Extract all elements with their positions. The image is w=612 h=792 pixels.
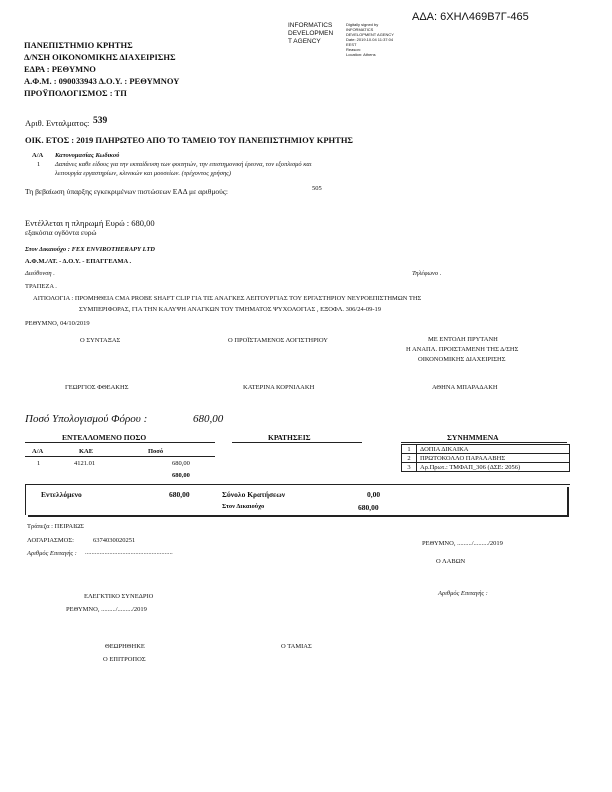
signature-line: EEST — [346, 42, 357, 47]
tax-amount-value: 680,00 — [193, 413, 224, 425]
accountant-title: Ο ΠΡΟΪΣΤΑΜΕΝΟΣ ΛΟΓΙΣΤΗΡΙΟΥ — [228, 337, 328, 344]
signature-line: Digitally signed by — [346, 22, 379, 27]
code-label: Κατονομασίας Κωδικού — [55, 152, 120, 159]
composer-name: ΓΕΩΡΓΙΟΣ ΦΘΕΑΚΗΣ — [65, 384, 129, 391]
rector-title-2: Η ΑΝΑΠΛ. ΠΡΟΙΣΤΑΜΕΝΗ ΤΗΣ Δ/ΣΗΣ — [406, 346, 519, 353]
item-number: 1 — [37, 161, 41, 168]
breakdown-title-rule — [25, 442, 215, 443]
issue-date: ΡΕΘΥΜΝΟ, 04/10/2019 — [25, 320, 90, 327]
confirmation: Τη βεβαίωση ύπαρξης εγκεκριμένων πιστώσεων ΕΑΔ με αριθμούς: — [25, 187, 228, 196]
reason-line-2: ΣΥΜΠΕΡΙΦΟΡΑΣ, ΓΙΑ ΤΗΝ ΚΑΛΥΨΗ ΑΝΑΓΚΩΝ ΤΟΥ ΤΜΗΜΑΤΟΣ ΨΥΧΟΛΟΓΙΑΣ , ΕΞΟΦΛ. 306/24-09-19 — [79, 306, 382, 313]
cashier: Ο ΤΑΜΙΑΣ — [281, 643, 312, 650]
rector-title-1: ΜΕ ΕΝΤΟΛΗ ΠΡΥΤΑΝΗ — [428, 336, 498, 343]
item-text-1: Δαπάνες καθε είδους για την εκπαίδευση των φοιτητών, την επιστημονική έρευνα, τον εξοπλισμό και — [55, 161, 312, 168]
attachment-number: 3 — [402, 463, 417, 472]
check-label: Αριθμός Επιταγής : — [27, 550, 77, 557]
attachment-number: 1 — [402, 445, 417, 454]
logo-line-1: INFORMATICS — [288, 22, 333, 29]
row-kae: 4121.01 — [74, 460, 96, 467]
creditor-total-value: 680,00 — [358, 503, 379, 512]
check-number-label: Αριθμός Επιταγής : — [438, 590, 488, 597]
col-amount: Ποσό — [148, 448, 164, 455]
attachments-title-rule — [401, 442, 567, 443]
deductions-title-rule — [232, 442, 362, 443]
issuer-header — [24, 39, 179, 99]
signature-line: INFORMATICS — [346, 27, 374, 32]
order-number-label: Αριθ. Ενταλματος: — [25, 118, 90, 128]
item-text-2: λειτουργία εργαστηρίων, κλινικών και μουσείων. (τρέχοντος χρήσης) — [55, 170, 231, 177]
logo-line-2: DEVELOPMEN — [288, 30, 334, 37]
table-row — [402, 445, 570, 454]
breakdown-title: ΕΝΤΕΛΛΟΜΕΝΟ ΠΟΣΟ — [62, 433, 147, 442]
accountant-name: ΚΑΤΕΡΙΝΑ ΚΟΡΝΙΛΑΚΗ — [243, 384, 315, 391]
receipt-date: ΡΕΘΥΜΝΟ, ........./........./2019 — [422, 540, 503, 547]
attachments-title: ΣΥΝΗΜΜΕΝΑ — [447, 433, 499, 442]
rector-title-3: ΟΙΚΟΝΟΜΙΚΗΣ ΔΙΑΧΕΙΡΙΣΗΣ — [418, 356, 506, 363]
composer-title: Ο ΣΥΝΤΑΞΑΣ — [80, 337, 121, 344]
digital-signature-info — [346, 22, 394, 57]
agency-logo — [288, 22, 333, 46]
totals-top-rule — [25, 484, 570, 485]
rector-name: ΑΘΗΝΑ ΜΠΑΡΑΔΑΚΗ — [432, 384, 498, 391]
table-row — [402, 463, 570, 472]
col-kae: ΚΑΕ — [79, 448, 94, 455]
bank-label: ΤΡΑΠΕΖΑ . — [25, 283, 57, 290]
signature-line: Location: Athens — [346, 52, 376, 57]
creditor-tax: Α.Φ.Μ./ΑΤ. - Δ.Ο.Υ. - ΕΠΑΓΓΕΛΜΑ . — [25, 258, 132, 265]
deductions-total-value: 0,00 — [367, 490, 381, 499]
audit-title: ΕΛΕΓΚΤΙΚΟ ΣΥΝΕΔΡΙΟ — [84, 593, 154, 600]
col-aa: Α/Α — [32, 448, 44, 455]
breakdown-header-rule — [25, 456, 215, 457]
tax-info: Α.Φ.Μ. : 090033943 Δ.Ο.Υ. : ΡΕΘΥΜΝΟΥ — [24, 76, 180, 86]
totals-right-shadow — [567, 487, 569, 517]
reason-line-1: ΑΙΤΙΟΛΟΓΙΑ : ΠΡΟΜΗΘΕΙΑ CMA PROBE SHAFT CLIP ΓΙΑ ΤΙΣ ΑΝΑΓΚΕΣ ΛΕΙΤΟΥΡΓΙΑΣ ΤΟΥ ΕΡΓΑΣΤΗΡΙΟΥ ΝΕΥΡΟΕΠΙΣΤΗΜΩΝ ΤΗΣ — [33, 295, 422, 302]
deductions-title: ΚΡΑΤΗΣΕΙΣ — [268, 433, 311, 442]
fiscal-year: ΟΙΚ. ΕΤΟΣ : 2019 ΠΛΗΡΩΤΕΟ ΑΠΟ ΤΟ ΤΑΜΕΙΟ ΤΟΥ ΠΑΝΕΠΙΣΤΗΜΙΟΥ ΚΡΗΤΗΣ — [25, 135, 353, 145]
confirmation-number: 505 — [312, 185, 322, 192]
logo-line-3: T AGENCY — [288, 38, 321, 45]
amount-words: εξακόσια ογδόντα ευρώ — [25, 228, 97, 237]
row-amount: 680,00 — [172, 460, 190, 467]
tax-amount-label: Ποσό Υπολογισμού Φόρου : — [25, 413, 148, 425]
totals-bottom-shadow — [28, 515, 569, 517]
table-row — [402, 454, 570, 463]
signature-line: Reason: — [346, 47, 361, 52]
phone: Τηλέφωνο . — [412, 270, 442, 277]
attachments-table — [401, 444, 570, 472]
ordered-value: 680,00 — [169, 490, 190, 499]
university-name: ΠΑΝΕΠΙΣΤΗΜΙΟ ΚΡΗΤΗΣ — [24, 40, 133, 50]
attachment-text: Αρ.Πρωτ.: ΤΜΦΑΠ_306 (ΔΣΕ: 2056) — [417, 463, 570, 472]
attachment-text: ΠΡΩΤΟΚΟΛΛΟ ΠΑΡΑΛΑΒΗΣ — [417, 454, 570, 463]
signature-line: Date: 2019.10.04 11:37:04 — [346, 37, 394, 42]
amount-label: Εντέλλεται η πληρωμή Ευρώ : 680,00 — [25, 218, 155, 228]
creditor: Στον Δικαιούχο : FEX ENVIROTHERAPY LTD — [25, 246, 156, 253]
totals-left-rule — [25, 484, 26, 515]
order-number: 539 — [93, 116, 108, 126]
address: Διεύθυνση . — [25, 270, 55, 277]
attachment-text: ΔΟΠΙΑ ΔΙΚΑΙΚΑ — [417, 445, 570, 454]
row-aa: 1 — [37, 460, 41, 467]
budget: ΠΡΟΫΠΟΛΟΓΙΣΜΟΣ : ΤΠ — [24, 88, 127, 98]
attachment-number: 2 — [402, 454, 417, 463]
directorate-name: Δ/ΝΣΗ ΟΙΚΟΝΟΜΙΚΗΣ ΔΙΑΧΕΙΡΙΣΗΣ — [24, 52, 176, 62]
seat: ΕΔΡΑ : ΡΕΘΥΜΝΟ — [24, 64, 96, 74]
account-label: ΛΟΓΑΡΙΑΣΜΟΣ: — [27, 537, 74, 544]
recipient: Ο ΛΑΒΩΝ — [436, 558, 466, 565]
aa-label: Α/Α — [32, 152, 44, 159]
check-dots: ...................................................... — [85, 549, 173, 556]
deductions-total-label: Σύνολο Κρατήσεων — [222, 490, 286, 499]
creditor-total-label: Στον Δικαιούχο — [222, 503, 265, 510]
signature-line: DEVELOPMENT AGENCY — [346, 32, 394, 37]
account-number: 6374030020251 — [93, 537, 136, 544]
audit-date: ΡΕΘΥΜΝΟ, ........./........./2019 — [66, 606, 147, 613]
commissioner: Ο ΕΠΙΤΡΟΠΟΣ — [103, 656, 146, 663]
approved: ΘΕΩΡΗΘΗΚΕ — [105, 643, 145, 650]
subtotal: 680,00 — [172, 472, 190, 479]
payment-bank: Τράπεζα : ΠΕΙΡΑΙΩΣ — [27, 523, 84, 530]
ordered-label: Εντελλόμενο — [41, 490, 82, 499]
ada-code: ΑΔΑ: 6ΧΗΛ469Β7Γ-465 — [412, 11, 529, 23]
